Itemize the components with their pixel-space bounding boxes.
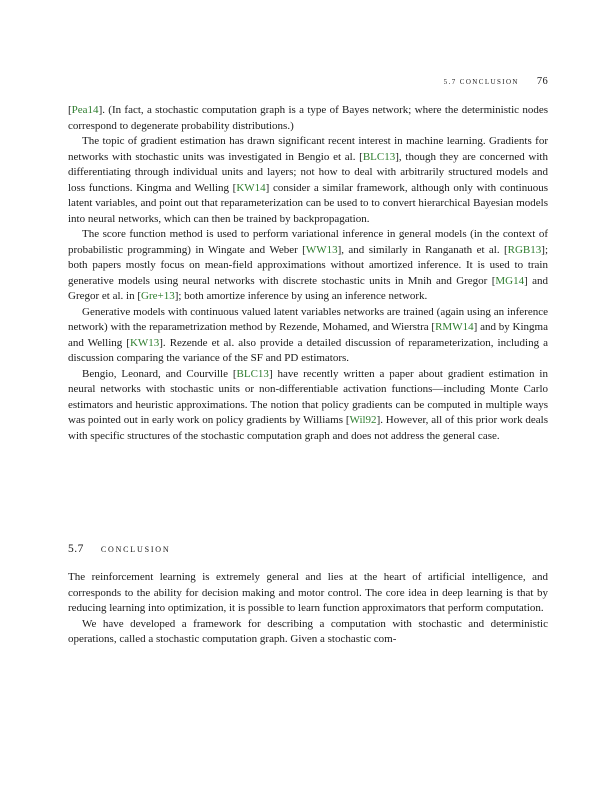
paragraph xyxy=(68,367,548,445)
citation-link[interactable]: MG14 xyxy=(495,274,525,287)
citation-link[interactable]: Gre+13 xyxy=(141,290,175,302)
text-run: The reinforcement learning is extremely general and lies at the heart of artificial intelligence, and corresponds to the ability for decision making and motor control. The core idea in deep learning is that by reducing learning into optimization, it is possible to learn function approximators that perform computation. xyxy=(68,571,548,614)
citation-link[interactable]: KW14 xyxy=(236,181,266,194)
paragraph xyxy=(68,227,548,305)
text-run: ], though they are concerned with differentiating through individual units and layers; not how to deal with arbitrarily structured models and loss functions. Kingma and Welling [ xyxy=(68,150,548,194)
text-run: We have developed a framework for describing a computation with stochastic and deterministic operations, called a stochastic computation graph. Given a stochastic com- xyxy=(68,617,548,645)
text-run: ]. (In fact, a stochastic computation graph is a type of Bayes network; where the deterministic nodes correspond to degenerate probability distributions.) xyxy=(68,104,548,132)
paragraph xyxy=(68,134,548,227)
citation-link[interactable]: BLC13 xyxy=(362,150,396,163)
citation-link[interactable]: RGB13 xyxy=(507,243,542,256)
text-run: ]; both amortize inference by using an inference network. xyxy=(174,290,428,302)
text-run: Generative models with continuous valued latent variables networks are trained (again using an inference network) with the reparametrization method by Rezende, Mohamed, and Wierstra [ xyxy=(68,305,548,333)
citation-link[interactable]: Wil92 xyxy=(349,414,377,426)
paragraph xyxy=(68,617,548,648)
citation-link[interactable]: KW13 xyxy=(129,336,160,349)
text-run: ]; both papers mostly focus on mean-field approximations without amortized inference. It is used to train generative models using neural networks with discrete stochastic units in Mnih and Gregor [ xyxy=(68,243,549,287)
paragraph xyxy=(68,103,548,134)
text-run: ]. Rezende et al. also provide a detailed discussion of reparameterization, including a discussion comparing the variance of the SF and PD estimators. xyxy=(68,336,548,364)
text-run: The topic of gradient estimation has drawn significant recent interest in machine learning. Gradients for networks with stochastic units was investigated in Bengio et al. [ xyxy=(68,135,548,163)
citation-link[interactable]: WW13 xyxy=(305,243,338,256)
text-run: ] have recently written a paper about gradient estimation in neural networks with stochastic units or non-differentiable activation functions—including Monte Carlo estimators and heuristic approximations. The notion that policy gradients can be computed in multiple ways was pointed out in early work on policy gradients by Williams [ xyxy=(68,367,548,426)
running-header xyxy=(68,76,548,87)
header-section-label: 5.7 conclusion xyxy=(443,76,519,87)
header-page-number: 76 xyxy=(536,76,548,87)
section-number: 5.7 xyxy=(68,543,84,555)
citation-link[interactable]: Pea14 xyxy=(71,104,99,116)
paragraph xyxy=(68,570,548,617)
citation-link[interactable]: RMW14 xyxy=(435,321,474,333)
citation-link[interactable]: BLC13 xyxy=(236,367,269,380)
paragraph xyxy=(68,305,548,367)
section-heading xyxy=(68,543,548,555)
text-run: ], and similarly in Ranganath et al. [ xyxy=(337,243,508,256)
body-text-block xyxy=(68,103,548,444)
text-run: ] and Gregor et al. in [ xyxy=(68,274,548,302)
section-title: conclusion xyxy=(100,543,171,555)
text-run: [ xyxy=(68,104,72,116)
text-run: The score function method is used to perform variational inference in general models (in the context of probabilistic programming) in Wingate and Weber [ xyxy=(68,228,548,256)
text-run: Bengio, Leonard, and Courville [ xyxy=(82,367,237,380)
text-run: ] and by Kingma and Welling [ xyxy=(68,321,549,349)
text-run: ] consider a similar framework, although only with continuous latent variables, and point out that reparameterization can be used to to convert hierarchical Bayesian models into neural networks, which can then be trained by backpropagation. xyxy=(68,181,548,225)
text-run: ]. However, all of this prior work deals with specific structures of the stochastic computation graph and does not address the general case. xyxy=(68,414,548,442)
conclusion-text-block xyxy=(68,570,548,648)
